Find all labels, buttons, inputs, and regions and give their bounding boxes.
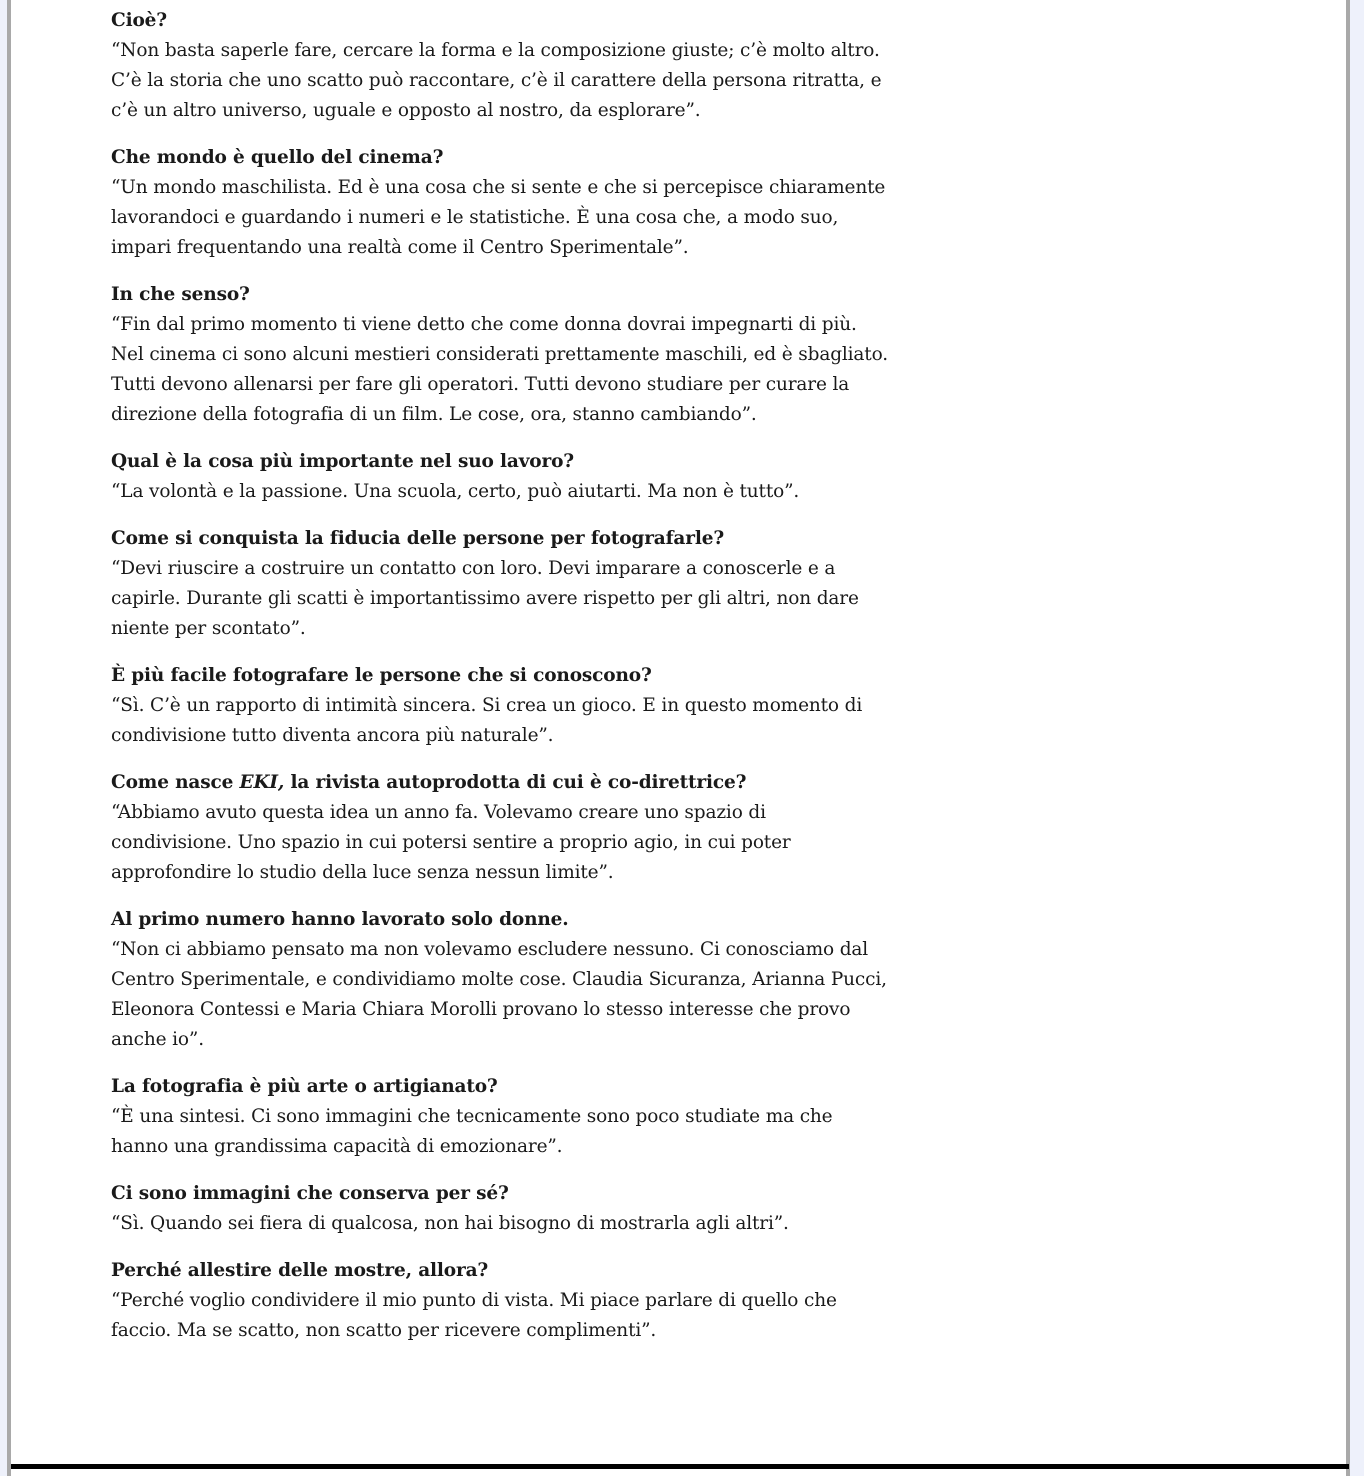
interview-answer: “Non ci abbiamo pensato ma non volevamo escludere nessuno. Ci conosciamo dal Centro Sperimentale, e condividiamo molte cose. Claudia Sicuranza, Arianna Pucci, Eleonora Contessi e Maria Chiara Morolli provano lo stesso interesse che provo anche io”.: [111, 939, 887, 1050]
qa-block: [111, 447, 891, 507]
interview-answer: “Devi riuscire a costruire un contatto con loro. Devi imparare a conoscerle e a capirle. Durante gli scatti è importantissimo avere rispetto per gli altri, non dare niente per scontato”.: [111, 558, 859, 639]
interview-answer: “Un mondo maschilista. Ed è una cosa che si sente e che si percepisce chiaramente lavorandoci e guardando i numeri e le statistiche. È una cosa che, a modo suo, impari frequentando una realtà come il Centro Sperimentale”.: [111, 177, 886, 258]
interview-question: Perché allestire delle mostre, allora?: [111, 1260, 489, 1281]
qa-block: [111, 143, 891, 263]
qa-block: [111, 1179, 891, 1239]
question-text: Come nasce: [111, 772, 240, 793]
interview-answer: “Non basta saperle fare, cercare la forma e la composizione giuste; c’è molto altro. C’è la storia che uno scatto può raccontare, c’è il carattere della persona ritratta, e c’è un altro universo, uguale e opposto al nostro, da esplorare”.: [111, 40, 882, 121]
interview-answer: “Sì. Quando sei fiera di qualcosa, non hai bisogno di mostrarla agli altri”.: [111, 1213, 789, 1234]
interview-answer: “Fin dal primo momento ti viene detto che come donna dovrai impegnarti di più. Nel cinema ci sono alcuni mestieri considerati prettamente maschili, ed è sbagliato. Tutti devono allenarsi per fare gli operatori. Tutti devono studiare per curare la direzione della fotografia di un film. Le cose, ora, stanno cambiando”.: [111, 314, 888, 425]
qa-block: [111, 1072, 891, 1162]
interview-question: Ci sono immagini che conserva per sé?: [111, 1183, 509, 1204]
qa-block: [111, 280, 891, 430]
article-body: [111, 6, 891, 1363]
interview-question: Come si conquista la fiducia delle persone per fotografarle?: [111, 528, 725, 549]
interview-answer: “Abbiamo avuto questa idea un anno fa. Volevamo creare uno spazio di condivisione. Uno spazio in cui potersi sentire a proprio agio, in cui poter approfondire lo studio della luce senza nessun limite”.: [111, 802, 791, 883]
interview-answer: “Perché voglio condividere il mio punto di vista. Mi piace parlare di quello che faccio. Ma se scatto, non scatto per ricevere complimenti”.: [111, 1290, 837, 1341]
interview-question: La fotografia è più arte o artigianato?: [111, 1076, 498, 1097]
interview-answer: “La volontà e la passione. Una scuola, certo, può aiutarti. Ma non è tutto”.: [111, 481, 800, 502]
qa-block: [111, 768, 891, 888]
qa-block: [111, 1256, 891, 1346]
interview-question: È più facile fotografare le persone che si conoscono?: [111, 665, 652, 686]
interview-question: Qual è la cosa più importante nel suo lavoro?: [111, 451, 574, 472]
qa-block: [111, 905, 891, 1055]
interview-answer: “È una sintesi. Ci sono immagini che tecnicamente sono poco studiate ma che hanno una grandissima capacità di emozionare”.: [111, 1106, 833, 1157]
interview-question: [111, 768, 891, 798]
qa-block: [111, 524, 891, 644]
qa-block: [111, 661, 891, 751]
interview-answer: “Sì. C’è un rapporto di intimità sincera. Si crea un gioco. E in questo momento di condivisione tutto diventa ancora più naturale”.: [111, 695, 863, 746]
qa-block: [111, 6, 891, 126]
interview-question: Che mondo è quello del cinema?: [111, 147, 444, 168]
interview-question: Cioè?: [111, 10, 167, 31]
interview-question: In che senso?: [111, 284, 250, 305]
question-text: la rivista autoprodotta di cui è co-direttrice?: [284, 772, 747, 793]
bottom-divider: [11, 1464, 1349, 1469]
magazine-title: EKI,: [239, 772, 285, 793]
interview-question: Al primo numero hanno lavorato solo donne.: [111, 909, 569, 930]
